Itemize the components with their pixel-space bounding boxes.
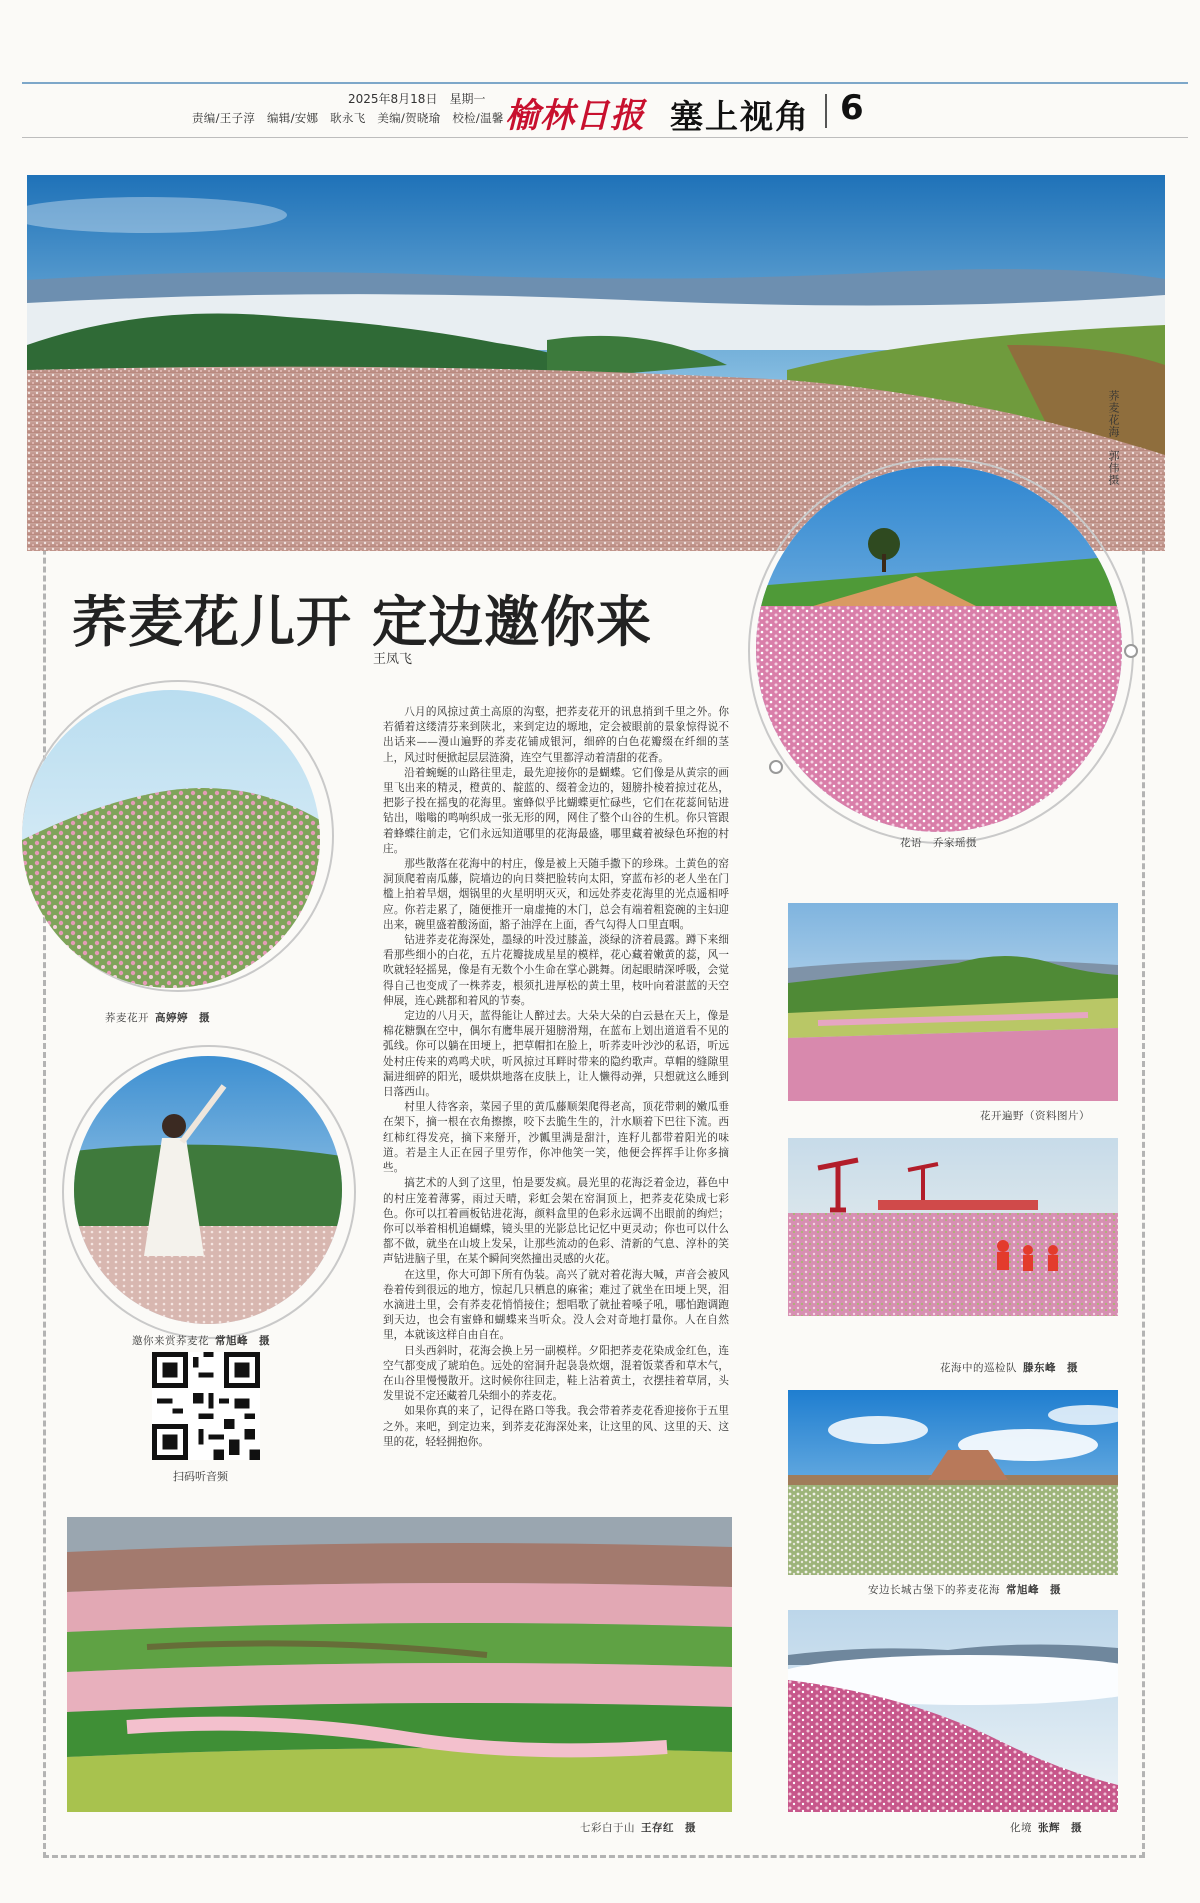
article-paragraph: 那些散落在花海中的村庄，像是被上天随手撒下的珍珠。土黄色的窑洞顶爬着南瓜藤，院墙边的向日葵把脸转向太阳，穿蓝布衫的老人坐在门槛上拍着旱烟，烟锅里的火星明明灭灭，和远处荞麦花海里的光点遥相呼应。你若走累了，随便推开一扇虚掩的木门，总会有端着粗瓷碗的主妇迎出来，碗里盛着酸汤面，豁子油浮在上面，香气勾得人口里直咽。 [383,858,729,931]
article-paragraph: 日头西斜时，花海会换上另一副模样。夕阳把荞麦花染成金红色，连空气都变成了琥珀色。远处的窑洞升起袅袅炊烟，混着饭菜香和草木气，在山谷里慢慢散开。这时候你往回走，鞋上沾着黄土，衣摆挂着草屑，头发里说不定还藏着几朵细小的荞麦花。 [383,1344,729,1403]
caption-text: 荞麦花开 [105,1012,149,1024]
colorful-baiyu-mountain-image [67,1517,732,1812]
caption-author: 张辉 摄 [1038,1822,1082,1834]
right-photo-4 [788,1610,1118,1812]
caption-author: 滕东峰 摄 [1023,1362,1078,1374]
article-paragraph: 如果你真的来了，记得在路口等我。我会带着荞麦花香迎接你于五里之外。来吧，到定边来，到荞麦花海深处来，让这里的风、这里的天、这里的花，轻轻拥抱你。 [383,1405,729,1448]
article-paragraph: 定边的八月天，蓝得能让人醉过去。大朵大朵的白云悬在天上，像是棉花糖飘在空中，偶尔有鹰隼展开翅膀滑翔，在蓝布上划出道道看不见的弧线。你可以躺在田埂上，把草帽扣在脸上，听荞麦叶沙沙的私语，听远处村庄传来的鸡鸣犬吠，听风掠过耳畔时带来的隐约歌声。草帽的缝隙里漏进细碎的阳光，暖烘烘地落在皮肤上，让人懒得动弹，只想就这么睡到日落西山。 [383,1010,729,1099]
header-divider [825,94,827,128]
caption-text: 化境 [1010,1822,1032,1834]
caption-text: 安边长城古堡下的荞麦花海 [868,1584,1000,1596]
caption-author: 常旭峰 摄 [1006,1584,1061,1596]
caption-author: 高婷婷 摄 [155,1012,210,1024]
great-wall-fort-image [788,1390,1118,1575]
ring-dot [1124,644,1138,658]
bottom-left-photo [67,1517,732,1812]
caption-author: 王存红 摄 [641,1822,696,1834]
page-number: 6 [840,88,864,128]
article-paragraph: 搞艺术的人到了这里，怕是要发疯。晨光里的花海泛着金边，暮色中的村庄笼着薄雾，雨过天晴，彩虹会架在窑洞顶上，把荞麦花染成七彩色。你可以扛着画板钻进花海，颜料盒里的色彩永远调不出眼前的绚烂；你可以举着相机追蝴蝶，镜头里的光影总比记忆中更灵动；你也可以什么都不做，就坐在山坡上发呆，让那些流动的色彩、清新的气息、淳朴的笑声钻进脑子里，在某个瞬间突然撞出灵感的火花。 [383,1177,729,1266]
circle-left-top-caption [105,1010,210,1025]
buckwheat-closeup-image [22,690,320,988]
caption-text: 花海中的巡检队 [940,1362,1017,1374]
buckwheat-field-tree-image [756,466,1122,832]
right-photo-3 [788,1390,1118,1575]
sea-of-clouds-image [788,1610,1118,1812]
right-photo-1 [788,903,1118,1101]
article-paragraph: 村里人待客亲，菜园子里的黄瓜藤顺架爬得老高，顶花带刺的嫩瓜垂在架下，摘一根在衣角擦擦，咬下去脆生生的，汁水顺着下巴往下流。西红柿红得发亮，摘下来掰开，沙瓤里满是甜汁，连籽儿都带着阳光的味道。若是主人正在园子里劳作，你冲他笑一笑，他便会挥挥手让你多摘些。 [383,1101,729,1175]
ring-dot [769,760,783,774]
article-author: 王凤飞 [373,652,413,667]
circle-left-bottom-caption [132,1333,270,1348]
right-photo-3-caption [868,1582,1061,1597]
header-bottom-rule [22,137,1188,138]
right-photo-1-caption: 花开遍野（资料图片） [980,1110,1090,1122]
circle-photo-left-bottom [74,1056,342,1324]
qr-code[interactable] [152,1352,260,1460]
bottom-left-photo-caption [580,1820,696,1835]
article-paragraph: 在这里，你大可卸下所有伪装。高兴了就对着花海大喊，声音会被风卷着传到很远的地方，惊起几只栖息的麻雀；难过了就坐在田埂上哭，泪水滴进土里，会有荞麦花悄悄接住；想唱歌了就扯着嗓子吼，哪怕跑调跑到天边，也会有蜜蜂和蝴蝶来当听众。没人会对奇地打量你。人在自然里，本就该这样自由自在。 [383,1268,729,1342]
panorama-caption: 荞麦花海 郭伟摄 [1107,390,1120,486]
article-body [383,705,729,1450]
section-title: 塞上视角 [670,97,810,136]
header-date: 2025年8月18日 星期一 [348,92,486,106]
right-photo-4-caption [1010,1820,1082,1835]
right-photo-2 [788,1138,1118,1316]
caption-author: 常旭峰 摄 [215,1335,270,1347]
qr-label: 扫码听音频 [173,1470,228,1483]
header-top-rule [22,82,1188,84]
article-paragraph: 钻进荞麦花海深处，墨绿的叶没过膝盖，淡绿的济着晨露。蹲下来细看那些细小的白花，五片花瓣拢成星星的模样，花心藏着嫩黄的蕊，风一吹就轻轻摇晃，像是有无数个小生命在掌心跳舞。闭起眼睛深呼吸，会觉得自己也变成了一株荞麦，根须扎进厚松的黄土里，枝叶向着湛蓝的天空伸展，连心跳都和着风的节奏。 [383,934,729,1007]
qr-code-icon [152,1352,260,1460]
article-paragraph: 沿着蜿蜒的山路往里走，最先迎接你的是蝴蝶。它们像是从黄宗的画里飞出来的精灵，橙黄的、靛蓝的、缀着金边的，翅膀扑棱着掠过花丛，把影子投在摇曳的花海里。蜜蜂似乎比蝴蝶更忙碌些，它们在花蕊间钻进钻出，嗡嗡的鸣响织成一张无形的网，网住了整个山谷的生机。你只管跟着蜂蝶往前走，它们永远知道哪里的花海最盛，哪里藏着被绿色环抱的村庄。 [383,766,729,855]
caption-text: 邀你来赏荞麦花 [132,1335,209,1347]
newspaper-masthead: 榆林日报 [505,96,645,136]
article-paragraph: 八月的风掠过黄土高原的沟壑，把荞麦花开的讯息捎到千里之外。你若循着这缕清芬来到陕北，来到定边的塬地，定会被眼前的景象惊得说不出话来——漫山遍野的荞麦花铺成银河，细碎的白色花瓣缀在纤细的茎上，风过时便掀起层层涟漪，连空气里都浮动着清甜的花香。 [383,706,729,764]
woman-in-flowers-image [74,1056,342,1324]
circle-photo-left-top [22,690,320,988]
page-header [0,88,1200,136]
caption-text: 七彩白于山 [580,1822,635,1834]
right-photo-2-caption [940,1360,1078,1375]
circle-photo-right [756,466,1122,832]
flowers-everywhere-image [788,903,1118,1101]
header-credits: 责编/王子淳 编辑/安娜 耿永飞 美编/贺晓瑜 校检/温馨 [192,111,504,125]
patrol-in-flowers-image [788,1138,1118,1316]
article-title: 荞麦花儿开 定边邀你来 [72,590,653,654]
circle-right-caption: 花语 乔家瑶摄 [900,837,977,849]
